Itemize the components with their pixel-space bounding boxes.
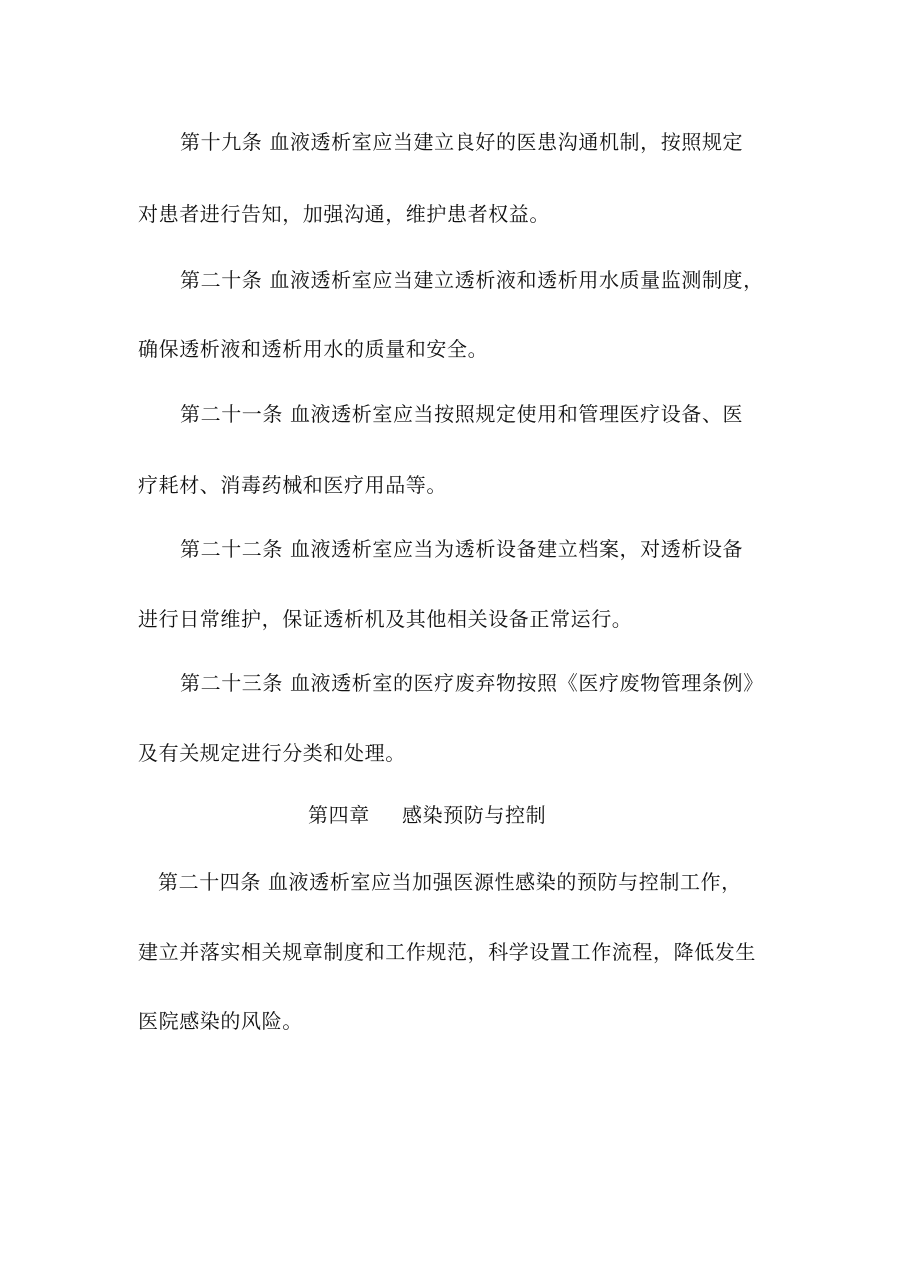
article-24-line-3: 医院感染的风险。 [138,1009,303,1033]
article-23-line-1: 第二十三条 血液透析室的医疗废弃物按照《医疗废物管理条例》 [180,671,764,695]
article-22-line-2: 进行日常维护，保证透析机及其他相关设备正常运行。 [138,607,633,631]
article-23-line-2: 及有关规定进行分类和处理。 [138,741,406,765]
article-20-line-1: 第二十条 血液透析室应当建立透析液和透析用水质量监测制度， [180,268,764,292]
article-24-line-1: 第二十四条 血液透析室应当加强医源性感染的预防与控制工作， [158,870,742,894]
article-21-line-1: 第二十一条 血液透析室应当按照规定使用和管理医疗设备、医 [180,402,744,426]
chapter-number: 第四章 [308,803,370,827]
article-20-line-2: 确保透析液和透析用水的质量和安全。 [138,337,489,361]
article-19-line-2: 对患者进行告知，加强沟通，维护患者权益。 [138,202,550,226]
article-24-line-2: 建立并落实相关规章制度和工作规范，科学设置工作流程，降低发生 [138,940,756,964]
chapter-title: 感染预防与控制 [402,803,547,827]
article-19-line-1: 第十九条 血液透析室应当建立良好的医患沟通机制，按照规定 [180,130,744,154]
article-21-line-2: 疗耗材、消毒药械和医疗用品等。 [138,473,447,497]
article-22-line-1: 第二十二条 血液透析室应当为透析设备建立档案，对透析设备 [180,537,744,561]
